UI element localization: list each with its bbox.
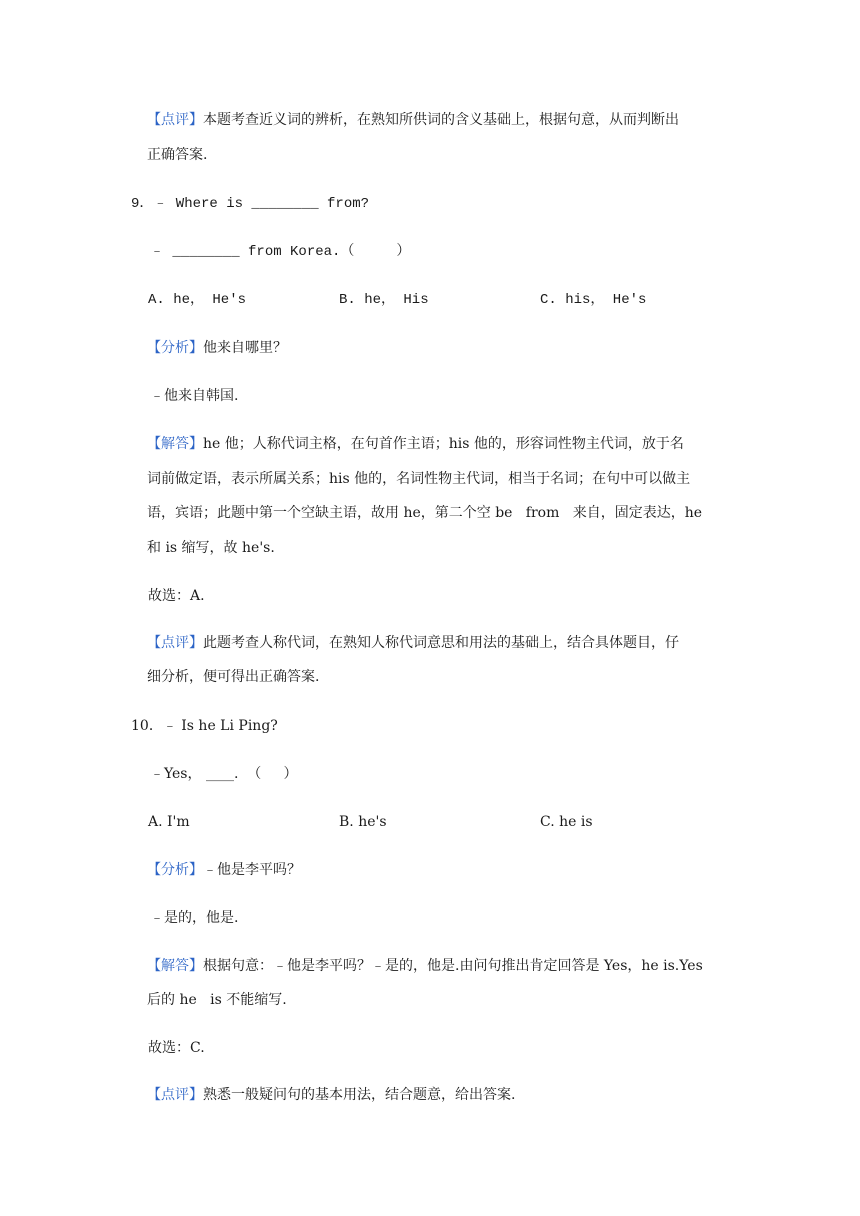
- analysis-tag: 【分析】: [147, 340, 203, 356]
- analysis-text: ﹣他是李平吗？: [203, 862, 301, 878]
- comment-tag: 【点评】: [147, 635, 203, 651]
- q10-question-line-2: ﹣Yes， ____. （ ）: [150, 766, 298, 782]
- q9-comment-line-1: [147, 633, 679, 653]
- q10-option-b: B. he's: [339, 814, 387, 830]
- comment-text: 此题考查人称代词，在熟知人称代词意思和用法的基础上，结合具体题目，仔: [203, 635, 679, 651]
- q10-question-line-1: 10．﹣ Is he Li Ping?: [131, 718, 278, 734]
- q10-option-a: A. I'm: [148, 814, 190, 830]
- q10-option-c: C. he is: [540, 814, 593, 830]
- analysis-tag: 【分析】: [147, 862, 203, 878]
- answer-tag: 【解答】: [147, 958, 203, 974]
- q9-answer-line-2: 词前做定语，表示所属关系；his 他的，名词性物主代词，相当于名词；在句中可以做主: [147, 471, 691, 487]
- q9-analysis-line-1: [147, 338, 287, 358]
- q10-answer-line-2: 后的 he is 不能缩写.: [147, 992, 287, 1008]
- answer-text: he 他；人称代词主格，在句首作主语；his 他的，形容词性物主代词，放于名: [203, 436, 684, 452]
- q10-choice: 故选：C.: [148, 1040, 205, 1056]
- q9-option-c: C. his， He's: [540, 292, 647, 308]
- analysis-text: 他来自哪里？: [203, 340, 287, 356]
- comment-tag: 【点评】: [147, 1087, 203, 1103]
- q10-analysis-line-2: ﹣是的，他是.: [150, 910, 239, 926]
- q9-answer-line-1: [147, 434, 684, 454]
- q9-option-b: B. he， His: [339, 292, 429, 308]
- q10-comment-line-1: [147, 1085, 515, 1105]
- q9-comment-line-2: 细分析，便可得出正确答案.: [147, 669, 320, 685]
- answer-text: 根据句意：﹣他是李平吗？﹣是的，他是.由问句推出肯定回答是 Yes，he is.Yes: [203, 958, 703, 974]
- answer-tag: 【解答】: [147, 436, 203, 452]
- q10-analysis-line-1: [147, 860, 301, 880]
- comment-text: 本题考查近义词的辨析，在熟知所供词的含义基础上，根据句意，从而判断出: [203, 112, 679, 128]
- q10-answer-line-1: [147, 956, 703, 976]
- q8-comment-line-2: 正确答案.: [147, 147, 208, 163]
- q9-question-line-2: ﹣ ________ from Korea.（ ）: [150, 244, 411, 260]
- q9-answer-line-4: 和 is 缩写，故 he's.: [147, 540, 275, 556]
- q9-answer-line-3: 语，宾语；此题中第一个空缺主语，故用 he，第二个空 be from 来自，固定表达，he: [147, 505, 703, 521]
- q9-question-line-1: 9．﹣ Where is ________ from?: [131, 196, 370, 212]
- q9-analysis-line-2: ﹣他来自韩国.: [150, 388, 239, 404]
- q8-comment-line-1: [147, 110, 679, 130]
- q9-choice: 故选：A.: [148, 588, 205, 604]
- q9-option-a: A. he， He's: [148, 292, 247, 308]
- comment-tag: 【点评】: [147, 112, 203, 128]
- comment-text: 熟悉一般疑问句的基本用法，结合题意，给出答案.: [203, 1087, 516, 1103]
